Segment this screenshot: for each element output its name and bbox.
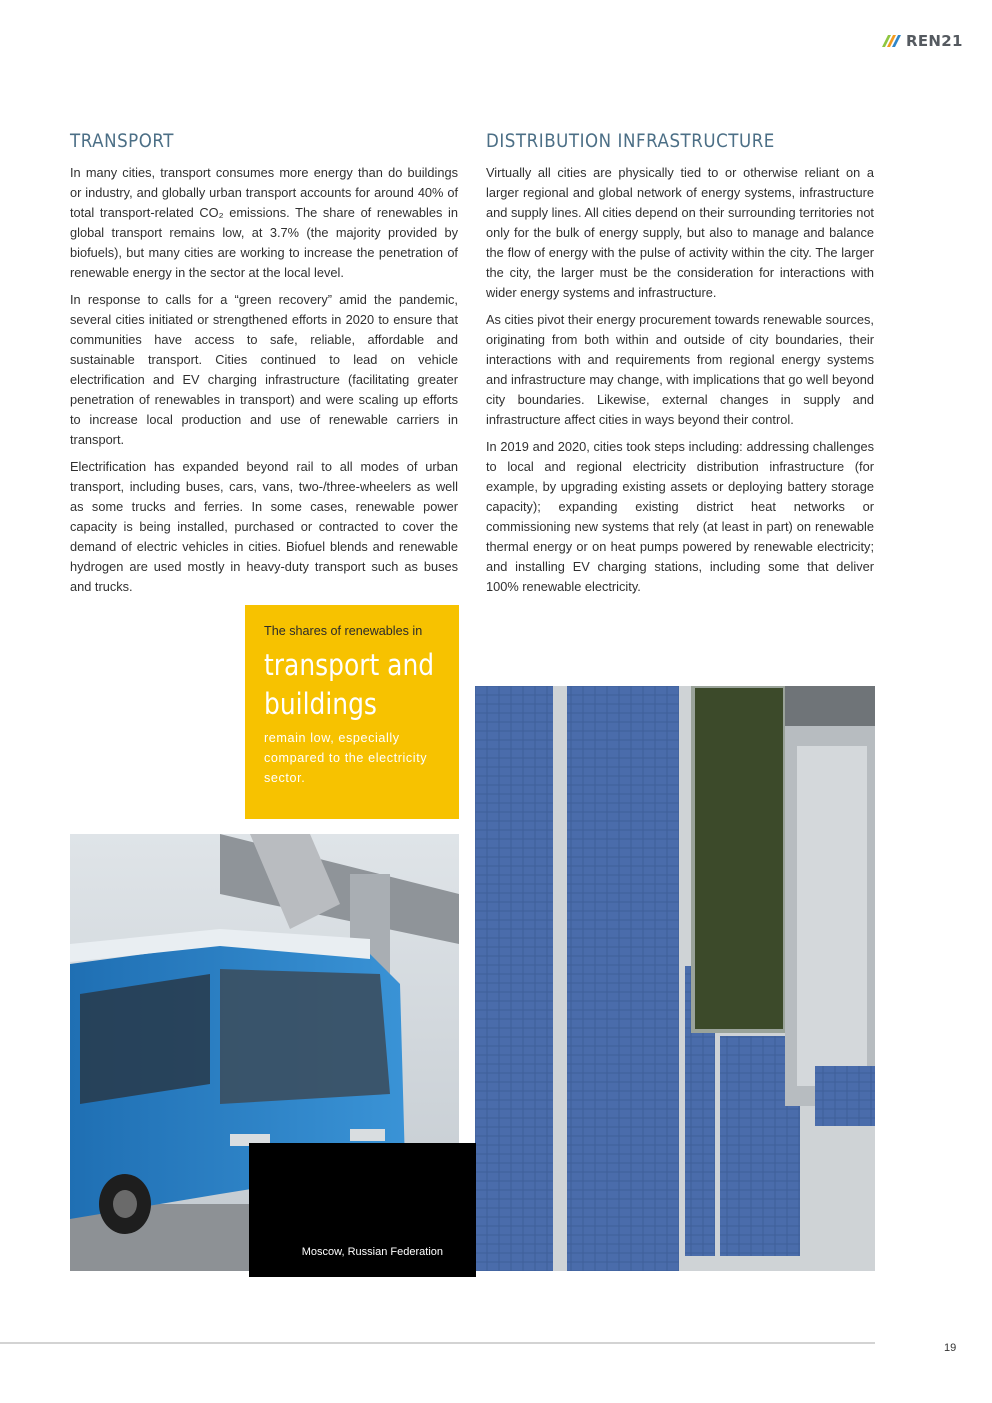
- paragraph: In response to calls for a “green recovery” amid the pandemic, several cities initiated or strengthened efforts in 2020 to ensure that communities have access to safe, reliable, affordable and sustainable transport. Cities continued to lead on vehicle electrification and EV charging infrastructure (facilitating greater penetration of renewables in transport) and were scaling up efforts to increase local production and use of renewable carriers in transport.: [70, 292, 458, 447]
- page-number: 19: [944, 1342, 957, 1354]
- ren21-logo: [880, 32, 963, 50]
- paragraph: Electrification has expanded beyond rail to all modes of urban transport, including buses, cars, vans, two-/three-wheelers as well as some trucks and ferries. In some cases, renewable power capacity is being installed, purchased or contracted to cover the demand of electric vehicles in cities. Biofuel blends and renewable hydrogen are used mostly in heavy-duty transport such as buses and trucks.: [70, 459, 458, 594]
- callout-rest: remain low, especially compared to the electricity sector.: [264, 731, 428, 785]
- distribution-section: [486, 130, 874, 604]
- section-title-transport: TRANSPORT: [70, 131, 175, 152]
- callout-highlight-line: buildings: [264, 687, 377, 721]
- footer-divider: [0, 1342, 875, 1344]
- transport-section: [70, 130, 458, 604]
- ren21-mark-icon: [880, 33, 902, 49]
- solar-illustration: [475, 686, 875, 1271]
- photo-caption: Moscow, Russian Federation: [301, 1246, 443, 1258]
- paragraph: In 2019 and 2020, cities took steps including: addressing challenges to local and regional electricity distribution infrastructure (for example, by upgrading existing assets or deploying battery storage capacity); expanding existing district heat networks or commissioning new systems that rely (at least in part) on renewable thermal energy or on heat pumps powered by renewable electricity; and installing EV charging stations, including some that deliver 100% renewable electricity.: [486, 439, 874, 594]
- callout-highlight: [264, 646, 435, 724]
- logo-text: REN21: [906, 32, 963, 50]
- paragraph: As cities pivot their energy procurement towards renewable sources, originating from both within and outside of city boundaries, their interactions with and requirements from regional energy systems and infrastructure may change, with implications that go well beyond city boundaries. Likewise, external changes in supply and infrastructure affect cities in ways beyond their control.: [486, 312, 874, 427]
- callout-intro: The shares of renewables in: [264, 624, 423, 638]
- section-title-distribution: DISTRIBUTION INFRASTRUCTURE: [486, 131, 775, 152]
- callout-highlight-line: transport and: [264, 648, 435, 682]
- callout-box: [245, 605, 459, 819]
- paragraph: In many cities, transport consumes more energy than do buildings or industry, and globally urban transport accounts for around 40% of total transport-related CO₂ emissions. The share of renewables in global transport remains low, at 3.7% (the majority provided by biofuels), but many cities are working to increase the penetration of renewable energy in the sector at the local level.: [70, 165, 458, 280]
- photo-caption-box: [249, 1143, 476, 1277]
- paragraph: Virtually all cities are physically tied to or otherwise reliant on a larger regional and global network of energy systems, infrastructure and supply lines. All cities depend on their surrounding territories not only for the bulk of energy supply, but also to manage and balance the flow of energy with the pulse of activity within the city. The larger the city, the larger must be the consideration for interactions with wider energy systems and infrastructure.: [486, 165, 874, 300]
- solar-rooftop-photo: [475, 686, 875, 1271]
